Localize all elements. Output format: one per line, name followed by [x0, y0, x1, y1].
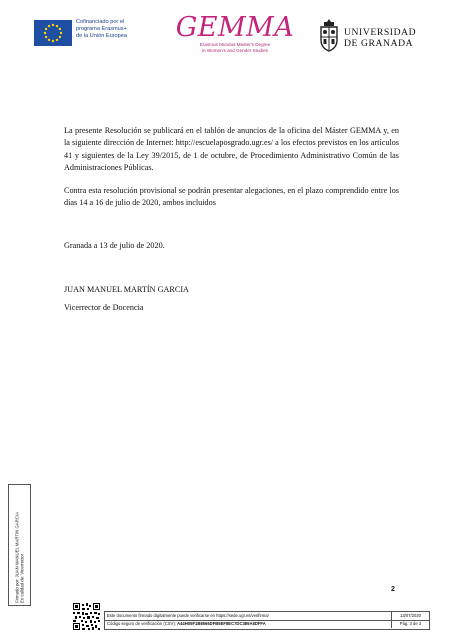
page-number: 2 — [391, 586, 395, 593]
signature-stamp-line-1: Firmado por: JUAN MANUEL MARTIN GARCIA — [14, 512, 20, 603]
publication-paragraph: La presente Resolución se publicará en el tablón de anuncios de la oficina del Máster GEMMA y, en la siguiente dirección de Internet: http://escuelaposgrado.ugr.es/ a los efectos previstos en los artículos 41 y siguientes de la Ley 39/2015, de 1 de octubre, de Procedimiento Administrativo Común de las Administraciones Públicas. — [64, 126, 399, 173]
verification-row-2 — [105, 620, 429, 628]
ugr-line-2: DE GRANADA — [344, 38, 414, 49]
ugr-logo — [318, 18, 428, 54]
signature-stamp-text — [14, 487, 25, 603]
signature-stamp-box — [8, 484, 31, 606]
place-date-line: Granada a 13 de julio de 2020. — [64, 241, 165, 250]
ugr-line-1: UNIVERSIDAD — [344, 27, 417, 38]
signatory-role: Vicerrector de Docencia — [64, 303, 144, 312]
eu-line-1: Cofinanciado por el — [76, 19, 125, 25]
eu-cofunding-logo — [34, 19, 152, 49]
gemma-subtitle-2: in Women's and Gender Studies — [202, 47, 268, 53]
gemma-subtitle-1: Erasmus Mundus Master's Degree — [199, 42, 271, 47]
ugr-crest-icon — [318, 18, 340, 52]
ugr-wordmark — [344, 27, 416, 49]
eu-line-3: de la Unión Europea — [76, 33, 128, 39]
gemma-wordmark — [160, 14, 310, 42]
gemma-wordmark-text: GEMMA — [175, 12, 295, 43]
appeals-paragraph: Contra esta resolución provisional se podrán presentar alegaciones, en el plazo comprendido entre los días 14 a 16 de julio de 2020, ambos incluidos — [64, 186, 399, 208]
eu-flag-icon — [34, 20, 72, 46]
eu-line-2: programa Erasmus+ — [76, 26, 127, 32]
csv-label: Código seguro de verificación (CSV): — [107, 621, 176, 626]
verification-text: Este documento firmado digitalmente puede verificarse en https://sede.ugr.es/verifirma/ — [107, 613, 269, 618]
csv-code: A44H05F1B8566DFB5EF8EC7DC389A8DFFA — [177, 621, 266, 626]
verification-date: 13/07/2020 — [391, 612, 429, 620]
signature-stamp-line-2: En calidad de: Vicerrector — [19, 553, 25, 603]
csv-line — [107, 620, 266, 628]
verification-box — [104, 611, 430, 630]
signatory-name: JUAN MANUEL MARTÍN GARCIA — [64, 285, 189, 294]
verification-page: Pág. 3 de 3 — [391, 620, 429, 628]
eu-cofunding-text — [76, 19, 156, 40]
gemma-logo — [160, 14, 310, 58]
qr-code-icon — [73, 603, 100, 630]
